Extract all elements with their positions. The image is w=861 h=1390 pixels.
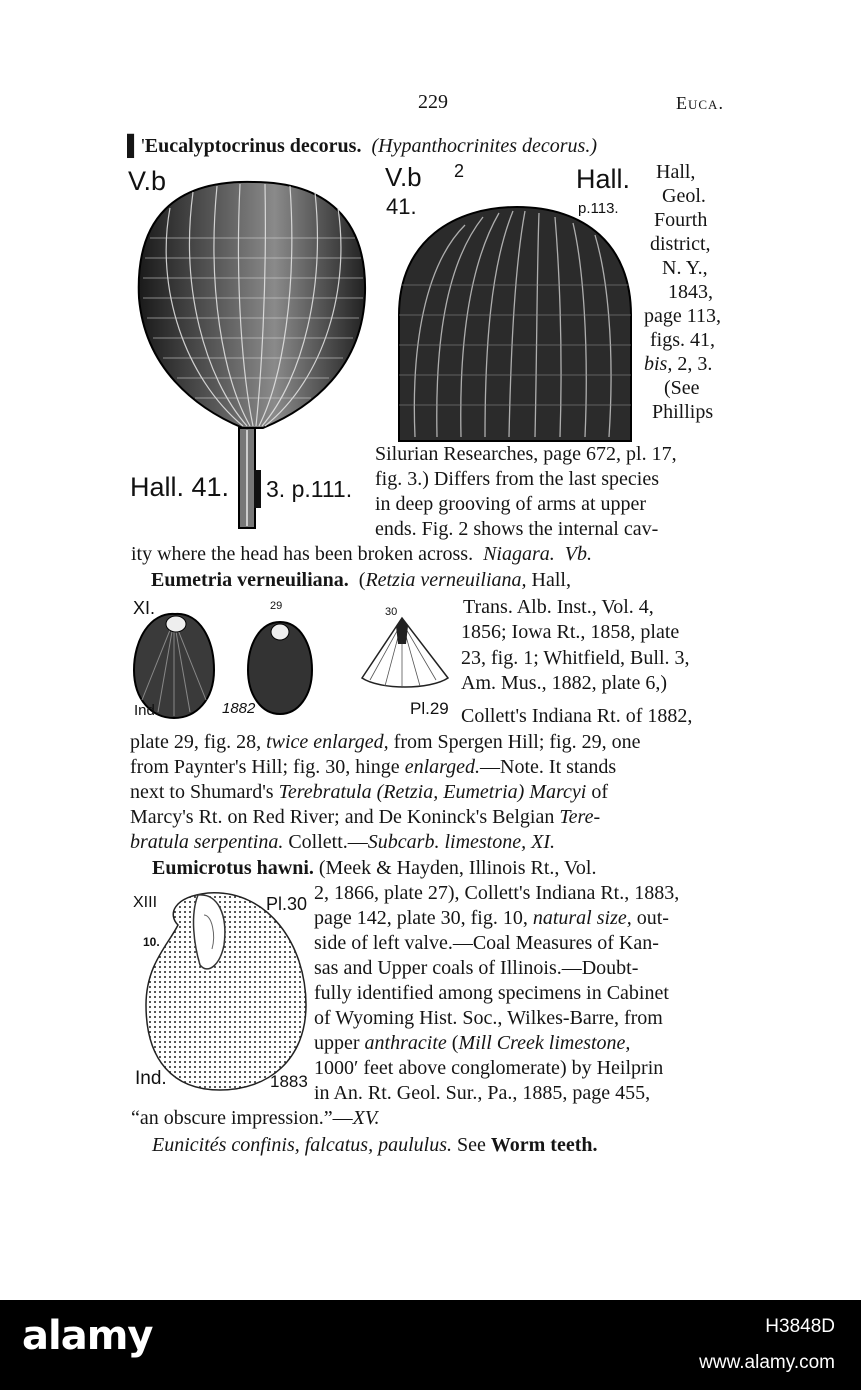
body-line: fig. 3.) Differs from the last species: [375, 468, 659, 490]
entry-eucalyptocrinus-heading: [127, 134, 597, 158]
label-fig-2: 2: [454, 161, 465, 181]
entry1-side-column: [636, 160, 736, 424]
body-line: side of left valve.—Coal Measures of Kan-: [314, 932, 659, 954]
text-run: upper: [314, 1032, 360, 1054]
body-line: ends. Fig. 2 shows the internal cav-: [375, 518, 659, 540]
body-line: [130, 805, 600, 829]
text-run-italic: Tere-: [559, 806, 601, 828]
side-line: figs. 41,: [650, 329, 715, 351]
text-run-italic: Subcarb. limestone, XI.: [367, 831, 555, 853]
label-pl29: Pl.29: [410, 699, 449, 718]
side-line: Hall,: [656, 161, 696, 183]
site-url: www.alamy.com: [699, 1352, 835, 1373]
label-29: 29: [270, 600, 283, 612]
text-run: —Note. It stands: [480, 756, 617, 778]
watermark-logo: alamy: [22, 1313, 153, 1359]
body-line: [131, 1106, 379, 1130]
body-line: 23, fig. 1; Whitfield, Bull. 3,: [461, 647, 690, 669]
side-line: page 113,: [644, 305, 722, 327]
species-name: Eumicrotus hawni.: [152, 857, 314, 879]
text-run: out-: [631, 907, 669, 929]
species-names: Eunicités confinis, falcatus, paululus.: [152, 1134, 452, 1156]
body-line: [130, 830, 555, 854]
label-ind: Ind.: [135, 1068, 167, 1089]
label-30: 30: [385, 606, 398, 618]
species-synonym: Retzia verneuiliana,: [365, 569, 527, 591]
body-line: in An. Rt. Geol. Sur., Pa., 1885, page 455,: [314, 1082, 651, 1104]
body-line: sas and Upper coals of Illinois.—Doubt-: [314, 957, 639, 979]
body-line: Am. Mus., 1882, plate 6,): [461, 672, 668, 694]
label-p113: p.113.: [578, 200, 619, 217]
see-text: See: [451, 1134, 491, 1156]
bis-italic: bis,: [644, 353, 673, 375]
label-divider-bar: [254, 470, 261, 508]
label-p111: 3. p.111.: [266, 476, 353, 502]
figure-eumicrotus-valve: [138, 885, 313, 1095]
label-hall-41: Hall. 41.: [130, 472, 230, 502]
text-run: page 142, plate 30, fig. 10,: [314, 907, 528, 929]
text-run: from Paynter's Hill; fig. 30, hinge: [130, 756, 400, 778]
text-run: (: [446, 1032, 459, 1054]
text-run: Marcy's Rt. on Red River; and De Koninck's Belgian: [130, 806, 555, 828]
running-head: Euca.: [676, 93, 724, 113]
label-1882: 1882: [222, 700, 256, 717]
cross-reference: Worm teeth.: [490, 1134, 598, 1156]
paren: (: [358, 569, 366, 591]
text-run: Collett.—: [283, 831, 368, 853]
label-ind: Ind.: [134, 702, 160, 719]
text-run-italic: enlarged.: [404, 756, 481, 778]
text-run: plate 29, fig. 28,: [130, 731, 262, 753]
label-pl30: Pl.30: [266, 894, 308, 914]
text-run: of: [586, 781, 608, 803]
page-number: 229: [418, 91, 448, 113]
text-run: next to Shumard's: [130, 781, 274, 803]
side-line: Fourth: [654, 209, 708, 231]
body-line: [314, 1031, 630, 1055]
label-vb-left: V.b: [128, 166, 167, 196]
heading-rest: (Meek & Hayden, Illinois Rt., Vol.: [313, 857, 597, 879]
text-run-italic: bratula serpentina.: [130, 831, 284, 853]
text-run-italic: Terebratula (Retzia, Eumetria) Marcyi: [278, 781, 587, 803]
body-line: [130, 780, 608, 804]
text-run: from Spergen Hill; fig. 29, one: [388, 731, 641, 753]
text-run-italic: Mill Creek limestone,: [458, 1032, 631, 1054]
side-line: 1843,: [668, 281, 713, 303]
body-line: of Wyoming Hist. Soc., Wilkes-Barre, from: [314, 1007, 663, 1029]
label-xiii: XIII: [133, 894, 158, 911]
side-line: Phillips: [652, 401, 714, 423]
synonym-rest: Hall,: [526, 569, 571, 591]
species-name: Eumetria verneuiliana.: [151, 569, 349, 591]
body-line: 1000′ feet above conglomerate) by Heilprin: [314, 1057, 664, 1079]
volume: Vb.: [564, 543, 592, 565]
text-run-italic: XV.: [352, 1107, 380, 1129]
label-xi: XI.: [133, 598, 156, 618]
ity-line-text: ity where the head has been broken across.: [131, 543, 474, 565]
species-name: Eucalyptocrinus decorus.: [144, 135, 362, 157]
entry-eumetria-heading: [151, 568, 571, 592]
image-id: H3848D: [765, 1316, 835, 1337]
label-fig-41: 41.: [386, 194, 417, 219]
bis-rest: 2, 3.: [672, 353, 713, 375]
body-line: [130, 730, 640, 754]
formation: Niagara.: [483, 543, 555, 565]
body-line: fully identified among specimens in Cabinet: [314, 982, 669, 1004]
label-1883: 1883: [270, 1072, 308, 1091]
text-run: “an obscure impression.”—: [131, 1107, 353, 1129]
body-line: Trans. Alb. Inst., Vol. 4,: [463, 596, 654, 618]
entry-marker: ▌': [127, 135, 145, 157]
species-synonym: (Hypanthocrinites decorus.): [371, 135, 597, 157]
side-line: N. Y.,: [662, 257, 708, 279]
body-line: Silurian Researches, page 672, pl. 17,: [375, 443, 677, 465]
side-line: Geol.: [662, 185, 706, 207]
label-vb-right: V.b: [385, 162, 422, 192]
body-line: Collett's Indiana Rt. of 1882,: [461, 705, 693, 727]
side-line: district,: [650, 233, 711, 255]
label-10: 10.: [143, 935, 160, 949]
text-run-italic: natural size,: [532, 907, 632, 929]
body-line: [131, 542, 592, 566]
figure-eucalyptocrinus-internal: [395, 205, 635, 443]
body-line: [314, 906, 669, 930]
body-line: [130, 755, 616, 779]
body-line: 2, 1866, plate 27), Collett's Indiana Rt., 1883,: [314, 882, 680, 904]
entry-eumicrotus-heading: [152, 856, 596, 880]
text-run-italic: twice enlarged,: [266, 731, 389, 753]
side-line: [644, 352, 744, 376]
entry-eunicites-line: [152, 1133, 598, 1157]
body-line: in deep grooving of arms at upper: [375, 493, 647, 515]
side-line: (See: [664, 377, 700, 399]
body-line: 1856; Iowa Rt., 1858, plate: [461, 621, 680, 643]
text-run-italic: anthracite: [364, 1032, 447, 1054]
label-hall-right: Hall.: [576, 164, 631, 194]
